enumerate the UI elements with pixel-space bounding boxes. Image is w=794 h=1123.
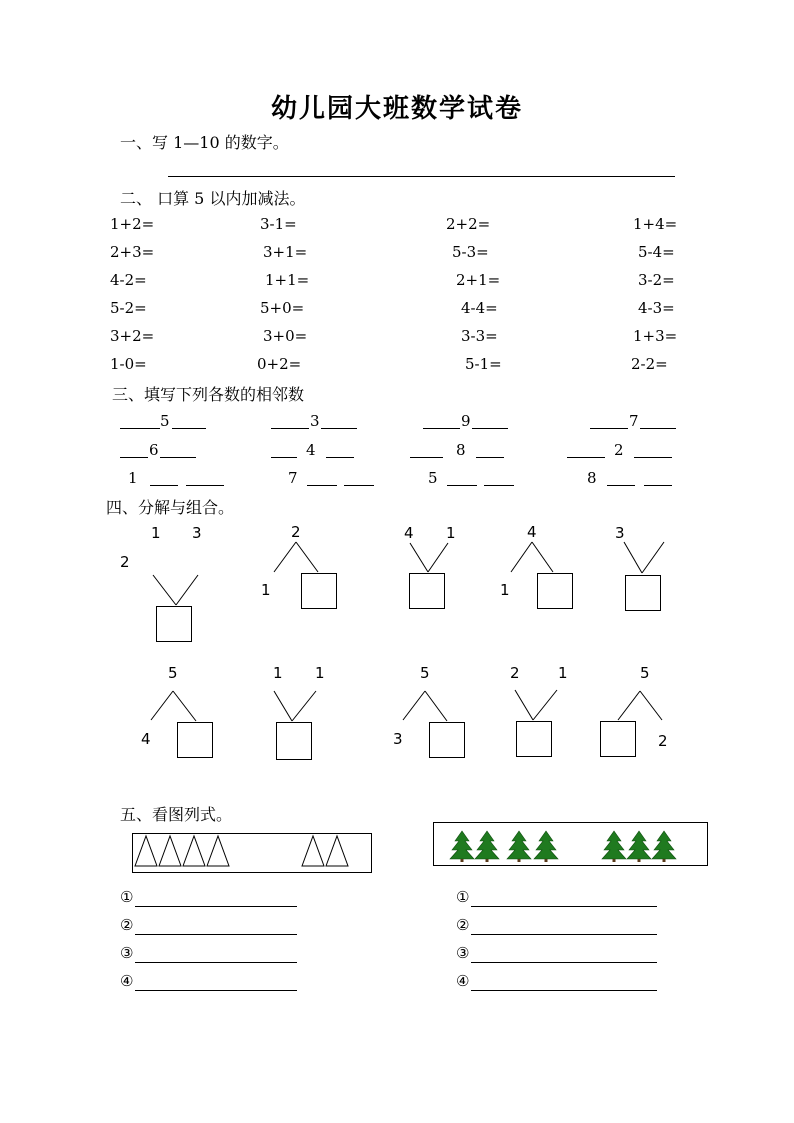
answer-marker: ④ <box>456 972 470 990</box>
pine-tree-icon <box>450 831 676 862</box>
pine-tree-icon <box>507 831 531 859</box>
answer-marker: ② <box>456 916 470 934</box>
arithmetic-problem: 3+0= <box>263 327 308 345</box>
given-number: 5 <box>160 412 170 430</box>
decomp-label: 1 <box>261 581 271 599</box>
arithmetic-problem: 5-1= <box>465 355 502 373</box>
given-number: 8 <box>587 469 597 487</box>
arithmetic-problem: 1-0= <box>110 355 147 373</box>
arithmetic-problem: 4-3= <box>638 299 675 317</box>
tree-trunk <box>663 859 666 862</box>
decomp-label: 2 <box>120 553 130 571</box>
arithmetic-problem: 1+4= <box>633 215 678 233</box>
given-number: 2 <box>614 441 624 459</box>
pine-tree-icon <box>450 831 474 859</box>
section3-heading: 三、填写下列各数的相邻数 <box>112 385 305 404</box>
arithmetic-problem: 3-2= <box>638 271 675 289</box>
section2-heading: 二、 口算 5 以内加减法。 <box>120 189 306 208</box>
given-number: 9 <box>461 412 471 430</box>
arithmetic-problem: 0+2= <box>257 355 302 373</box>
arithmetic-problem: 5+0= <box>260 299 305 317</box>
arithmetic-problem: 2-2= <box>631 355 668 373</box>
answer-line[interactable] <box>471 990 657 991</box>
pine-tree-icon <box>475 831 499 859</box>
section5-heading: 五、看图列式。 <box>120 805 233 824</box>
answer-marker: ② <box>120 916 134 934</box>
pine-tree-icon <box>627 831 651 859</box>
decomp-label: 2 <box>291 523 301 541</box>
answer-marker: ③ <box>456 944 470 962</box>
answer-line[interactable] <box>135 906 297 907</box>
arithmetic-problem: 1+1= <box>265 271 310 289</box>
given-number: 8 <box>456 441 466 459</box>
answer-marker: ① <box>120 888 134 906</box>
answer-line[interactable] <box>471 934 657 935</box>
tree-trunk <box>638 859 641 862</box>
decomp-label: 1 <box>500 581 510 599</box>
decomp-label: 5 <box>640 664 650 682</box>
decomp-label: 4 <box>141 730 151 748</box>
arithmetic-problem: 3-3= <box>461 327 498 345</box>
given-number: 1 <box>128 469 138 487</box>
arithmetic-problem: 3+1= <box>263 243 308 261</box>
answer-line[interactable] <box>471 906 657 907</box>
triangle-icon <box>135 836 348 866</box>
section1-heading: 一、写 1—10 的数字。 <box>120 133 289 152</box>
pine-tree-icon <box>602 831 626 859</box>
arithmetic-problem: 4-2= <box>110 271 147 289</box>
decomp-label: 2 <box>658 732 668 750</box>
arithmetic-problem: 1+2= <box>110 215 155 233</box>
arithmetic-problem: 2+1= <box>456 271 501 289</box>
answer-line[interactable] <box>471 962 657 963</box>
given-number: 6 <box>149 441 159 459</box>
decomp-label: 1 <box>446 524 456 542</box>
decomp-label: 1 <box>273 664 283 682</box>
decomp-label: 5 <box>420 664 430 682</box>
given-number: 7 <box>629 412 639 430</box>
tree-trunk <box>486 859 489 862</box>
given-number: 5 <box>428 469 438 487</box>
pine-tree-icon <box>534 831 558 859</box>
given-number: 7 <box>288 469 298 487</box>
arithmetic-problem: 3+2= <box>110 327 155 345</box>
tree-trunk <box>518 859 521 862</box>
decomp-label: 3 <box>192 524 202 542</box>
decomp-label: 4 <box>527 523 537 541</box>
answer-marker: ① <box>456 888 470 906</box>
decomp-label: 3 <box>393 730 403 748</box>
given-number: 4 <box>306 441 316 459</box>
decomp-label: 5 <box>168 664 178 682</box>
arithmetic-problem: 5-3= <box>452 243 489 261</box>
answer-line[interactable] <box>135 990 297 991</box>
decomp-label: 4 <box>404 524 414 542</box>
arithmetic-problem: 2+2= <box>446 215 491 233</box>
arithmetic-problem: 3-1= <box>260 215 297 233</box>
decomp-label: 1 <box>151 524 161 542</box>
answer-line[interactable] <box>135 962 297 963</box>
decomp-label: 1 <box>558 664 568 682</box>
arithmetic-problem: 4-4= <box>461 299 498 317</box>
decomp-label: 2 <box>510 664 520 682</box>
decomp-label: 3 <box>615 524 625 542</box>
section4-heading: 四、分解与组合。 <box>106 498 235 517</box>
tree-trunk <box>613 859 616 862</box>
arithmetic-problem: 5-4= <box>638 243 675 261</box>
answer-marker: ③ <box>120 944 134 962</box>
answer-marker: ④ <box>120 972 134 990</box>
arithmetic-problem: 1+3= <box>633 327 678 345</box>
arithmetic-problem: 2+3= <box>110 243 155 261</box>
given-number: 3 <box>310 412 320 430</box>
arithmetic-problem: 5-2= <box>110 299 147 317</box>
decomp-label: 1 <box>315 664 325 682</box>
page-title: 幼儿园大班数学试卷 <box>270 94 523 124</box>
pine-tree-icon <box>652 831 676 859</box>
tree-trunk <box>545 859 548 862</box>
tree-trunk <box>461 859 464 862</box>
answer-line[interactable] <box>135 934 297 935</box>
